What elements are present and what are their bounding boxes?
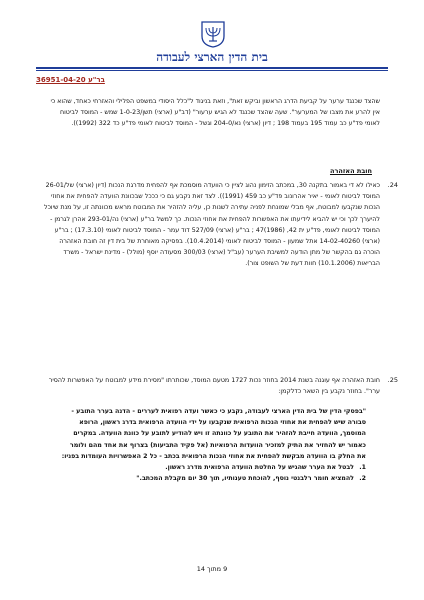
paragraph-text: חובת האזהרה אף עוגנה בשנת 2014 בחוזר נכות 1727 מטעם המוסד, שכותרתו "מסירת מידע למבוטח על האפשרות להסיר ערר". בחוזר נקבע בין השאר כדלקמן:: [48, 377, 380, 396]
paragraph-number: 25.: [387, 376, 398, 384]
intro-paragraph: שהצד שכנגד ערער על קביעת הדרג הראשון וביקש זאת", וזאת בניגוד ל"כלל היסודי במשפט הפלילי והאזרחי כאחד, שהוא כי אין להרע את מצבו של המערער". שעה שהצד שכנגד לא הגיש ערעור" (דב"ע (ארצי) תשן/1-0-23 שמש - המוסד לביטוח לאומי פד"ע כב עמוד 195 בעמוד 198 ; דיון (ארצי) נא/204-0 וגשל - המוסד לביטוח לאומי פד"ע כד 322 (1992)).: [50, 98, 380, 128]
quote-list-item: [60, 473, 366, 484]
header-divider: [36, 67, 388, 69]
paragraph-24: [44, 180, 398, 270]
paragraph-number: 24.: [387, 181, 398, 189]
paragraph-25: [44, 375, 398, 397]
quote-item-text: לבטל את הערר שהגיש על החלטת הוועדה הרפואית מדרג ראשון.: [165, 464, 354, 472]
court-name: בית הדין הארצי לעבודה: [156, 50, 268, 64]
quote-item-number: 2.: [359, 475, 366, 483]
section-heading: חובת האזהרה: [329, 167, 372, 175]
quote-list-item: [60, 462, 366, 473]
header-divider-thin: [36, 70, 388, 71]
paragraph-text: כאילו לא די באמור בתקנה 30, במכתב הזימון נהוג לציין כי הוועדה מוסמכת אף להפחית מדרגת הנכות (דיון (ארצי) של/26-01 המוסד לביטוח לאומי - יאיר אהרונוב פד"ע כב 459 (1991)). לצד זאת נקבע גם כי כככל שבכוונת הוועדה להפחית את אחוזי הנכות שנקבעו למבוטח, אף מבלי שמונחת לפניה עתירה לשנות כן, עליה להזהיר את המבוטח מראש מכוונתה זו, על מנת שיוכל להיערך לכך וכי יש להביא לידיעתו את האפשרות להפחית את אחוזי הנכות. כך למשל בר"ע (ארצי) נה/293-01 אהרן לגרמן - המוסד לביטוח לאומי, פד"ע ית 42, (1986)47 ; בר"ע (ארצי) 527/09 דוד עמר - המוסד לביטוח לאומי (17.3.10) ; בר"ע (ארצי) 14-02-40260 אתל שמעון - המוסד לביטוח לאומי (10.4.2014). בפסיקה מאוחרת של בית דין זה חובת האזהרה הוכרה גם בהקשר של מתן הודעה למשיבת הערער (עב"ל (ארצי) 300/03 מסעודה יוסף (מולל) - מדינת ישראל - משרד הבריאות (10.1.2006) חוות דעת של השופט צור).: [44, 182, 380, 268]
case-number: בר"ע 36951-04-20: [36, 76, 105, 84]
quote-item-number: 1.: [359, 464, 366, 472]
quote-text: "בפסקי הדין של בית הדין הארצי לעבודה, נקבע כי כאשר ועדה רפואית לעררים - הדנה בערר התובע - סבורה שיש להפחית את אחוזי הנכות הרפואית שנקבעו על ידי הוועדה הרפואית בדרג ראשון, הרופא המוסמך, הוועדה חייבת להזהיר את התובע על כוונתה זו ויש להודיע לתובע על כוונת הוועדה. במקרים כאמור יש להחזיר את התיק למזכיר הוועדות הרפואיות (אל פקיד התביעות) בצרוף את אחד מהם ולומר את החלק בו הוועדה מבקשת להפחית את אחוזי הנכות הרפואית בכתב - כל 2 האפשרויות העומדות בפניו:: [61, 408, 366, 460]
quoted-circular: [60, 406, 366, 484]
state-emblem-menorah-icon: [200, 18, 226, 48]
page-number: 9 מתוך 14: [196, 565, 228, 573]
quote-item-text: להמציא חומר רלבנטי נוסף, להוכחת טענותיו, תוך 30 יום מקבלת המכתב.": [136, 475, 354, 483]
